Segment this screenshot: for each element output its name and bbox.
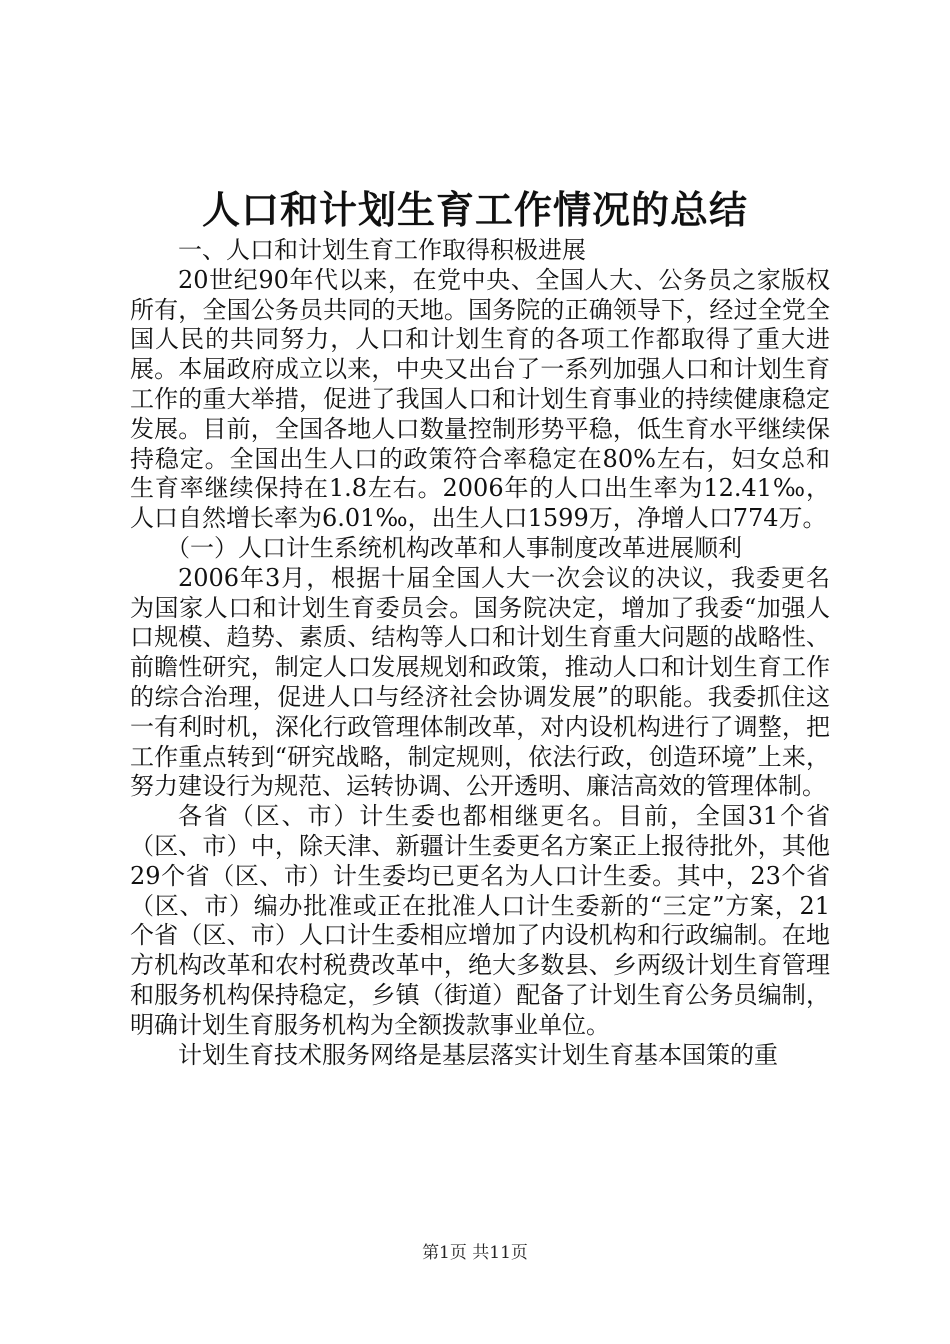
subsection-heading: （一）人口计生系统机构改革和人事制度改革进展顺利 — [166, 533, 742, 562]
paragraph: 计划生育技术服务网络是基层落实计划生育基本国策的重 — [178, 1040, 778, 1069]
paragraph: 2006年3月，根据十届全国人大一次会议的决议，我委更名为国家人口和计划生育委员会。国务院决定，增加了我委“加强人口规模、趋势、素质、结构等人口和计划生育重大问题的战略性、前瞻性研究，制定人口发展规划和政策，推动人口和计划生育工作的综合治理，促进人口与经济社会协调发展”的职能。我委抓住这一有利时机，深化行政管理体制改革，对内设机构进行了调整，把工作重点转到“研究战略，制定规则，依法行政，创造环境”上来，努力建设行为规范、运转协调、公开透明、廉洁高效的管理体制。 — [130, 563, 830, 801]
document-body — [130, 236, 830, 1070]
page-number: 第1页 共11页 — [422, 1243, 528, 1263]
section-heading: 一、人口和计划生育工作取得积极进展 — [178, 236, 586, 264]
document-title: 人口和计划生育工作情况的总结 — [201, 187, 748, 232]
paragraph: 各省（区、市）计生委也都相继更名。目前，全国31个省（区、市）中，除天津、新疆计生委更名方案正上报待批外，其他29个省（区、市）计生委均已更名为人口计生委。其中，23个省（区、市）编办批准或正在批准人口计生委新的“三定”方案，21个省（区、市）人口计生委相应增加了内设机构和行政编制。在地方机构改革和农村税费改革中，绝大多数县、乡两级计划生育管理和服务机构保持稳定，乡镇（街道）配备了计划生育公务员编制，明确计划生育服务机构为全额拨款事业单位。 — [130, 802, 830, 1039]
paragraph: 20世纪90年代以来，在党中央、全国人大、公务员之家版权所有，全国公务员共同的天地。国务院的正确领导下，经过全党全国人民的共同努力，人口和计划生育的各项工作都取得了重大进展。本届政府成立以来，中央又出台了一系列加强人口和计划生育工作的重大举措，促进了我国人口和计划生育事业的持续健康稳定发展。目前，全国各地人口数量控制形势平稳，低生育水平继续保持稳定。全国出生人口的政策符合率稳定在80%左右，妇女总和生育率继续保持在1.8左右。2006年的人口出生率为12.41‰，人口自然增长率为6.01‰，出生人口1599万，净增人口774万。 — [130, 265, 830, 533]
